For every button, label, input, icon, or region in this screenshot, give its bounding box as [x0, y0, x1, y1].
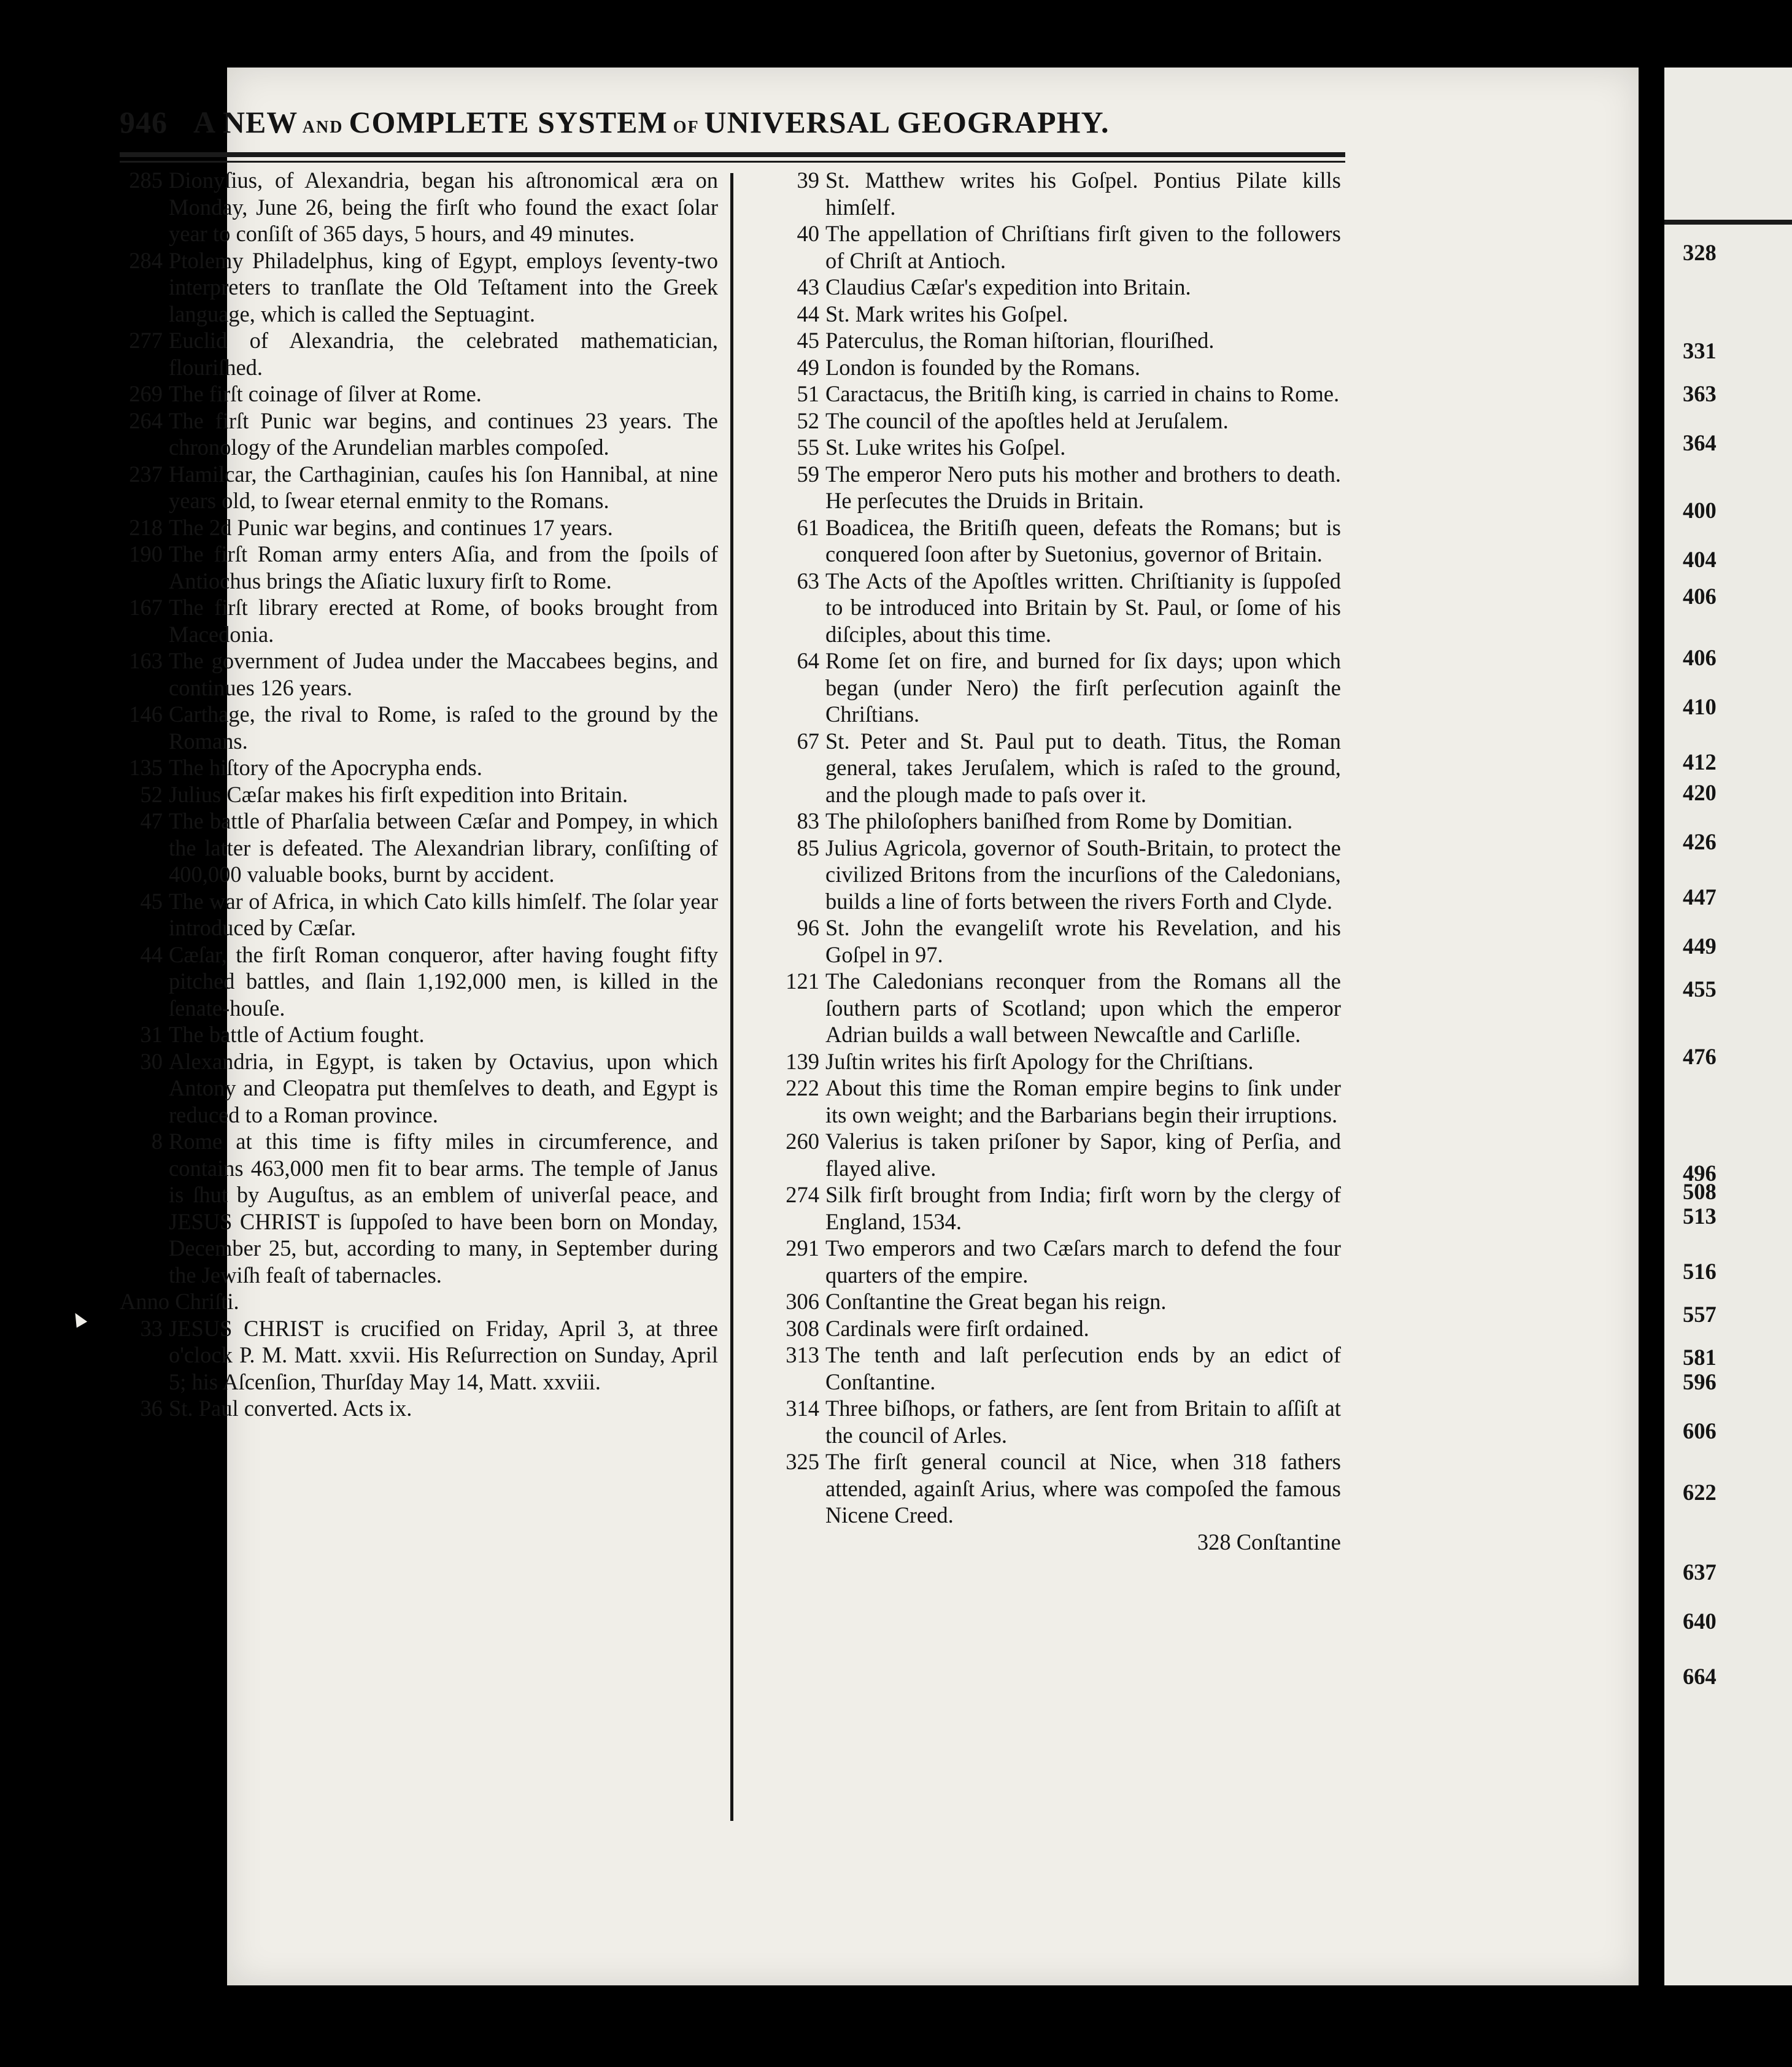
entry-year: 63 — [797, 568, 819, 593]
entry-year: 218 — [129, 514, 163, 540]
entry-year: 222 — [786, 1075, 819, 1100]
entry-year: 67 — [797, 728, 819, 754]
entry-year: 167 — [129, 595, 163, 620]
entry-year: 43 — [797, 274, 819, 299]
anno-christi-label: Anno Chriſti. — [120, 1289, 239, 1314]
entry-text: Ptolemy Philadelphus, king of Egypt, employs ſeventy-two interpreters to tranſlate the Old Teſtament into the Greek language, which is called the Septuagint. — [169, 247, 718, 326]
chronology-entry — [776, 968, 1341, 1048]
entry-text: The Caledonians reconquer from the Romans all the ſouthern parts of Scotland; upon which the emperor Adrian builds a wall between Newcaſtle and Carliſle. — [825, 968, 1341, 1047]
chronology-entry — [776, 1288, 1341, 1315]
chronology-entry — [776, 808, 1341, 835]
entry-text: Three biſhops, or fathers, are ſent from Britain to aſſiſt at the council of Arles. — [825, 1396, 1341, 1448]
adjacent-page-year: 331 — [1683, 338, 1717, 363]
entry-text: St. Luke writes his Goſpel. — [825, 435, 1066, 460]
entry-year: 121 — [786, 968, 819, 994]
adjacent-page-year: 406 — [1683, 645, 1717, 670]
entry-year: 274 — [786, 1182, 819, 1207]
entry-text: Julius Cæſar makes his firſt expedition into Britain. — [169, 781, 628, 807]
chronology-entry — [120, 1128, 718, 1288]
entry-text: St. John the evangeliſt wrote his Revelation, and his Goſpel in 97. — [825, 915, 1341, 967]
entry-year: 51 — [797, 381, 819, 406]
entry-year: 96 — [797, 915, 819, 940]
entry-text: The battle of Actium fought. — [169, 1022, 425, 1047]
page-number: 946 — [120, 105, 168, 139]
entry-year: 45 — [797, 328, 819, 353]
page-mark — [70, 1310, 87, 1327]
entry-text: Paterculus, the Roman hiſtorian, flouriſhed. — [825, 328, 1215, 353]
entry-year: 31 — [140, 1022, 163, 1047]
entry-year: 291 — [786, 1235, 819, 1261]
chronology-entry — [776, 728, 1341, 808]
adjacent-page-year: 363 — [1683, 381, 1717, 406]
entry-year: 30 — [140, 1048, 163, 1074]
entry-year: 306 — [786, 1289, 819, 1314]
adjacent-page-year: 496 — [1683, 1161, 1717, 1186]
entry-text: The firſt general council at Nice, when 318 fathers attended, againſt Arius, where was compoſed the famous Nicene Creed. — [825, 1449, 1341, 1528]
entry-year: 39 — [797, 168, 819, 193]
adjacent-page-year: 596 — [1683, 1369, 1717, 1394]
chronology-entry — [776, 1181, 1341, 1235]
entry-text: Hamilcar, the Carthaginian, cauſes his ſon Hannibal, at nine years old, to ſwear eternal enmity to the Romans. — [169, 461, 718, 513]
entry-year: 325 — [786, 1449, 819, 1474]
adjacent-page-year: 406 — [1683, 584, 1717, 609]
entry-year: 55 — [797, 435, 819, 460]
running-header — [120, 104, 1347, 147]
chronology-entry — [120, 1048, 718, 1129]
entry-text: The firſt Roman army enters Aſia, and from the ſpoils of Antiochus brings the Aſiatic luxury firſt to Rome. — [169, 541, 718, 593]
entry-year: 163 — [129, 648, 163, 673]
adjacent-page-year: 400 — [1683, 498, 1717, 523]
running-title: A NEW AND COMPLETE SYSTEM OF UNIVERSAL GEOGRAPHY. — [193, 105, 1110, 139]
chronology-entry — [120, 941, 718, 1022]
entry-year: 308 — [786, 1315, 819, 1341]
entry-text: Caractacus, the Britiſh king, is carried in chains to Rome. — [825, 381, 1340, 406]
entry-year: 284 — [129, 247, 163, 273]
entry-text: Conſtantine the Great began his reign. — [825, 1289, 1167, 1314]
entry-year: 135 — [129, 755, 163, 780]
entry-text: The appellation of Chriſtians firſt given to the followers of Chriſt at Antioch. — [825, 221, 1341, 273]
chronology-entry — [776, 434, 1341, 461]
adjacent-page-year: 637 — [1683, 1559, 1717, 1585]
chronology-entry — [776, 461, 1341, 514]
chronology-entry — [776, 220, 1341, 274]
entry-text: Carthage, the rival to Rome, is raſed to the ground by the Romans. — [169, 701, 718, 754]
right-column — [776, 167, 1341, 1555]
entry-text: St. Paul converted. Acts ix. — [169, 1396, 412, 1421]
chronology-entry — [776, 1235, 1341, 1288]
entry-text: Valerius is taken priſoner by Sapor, king of Perſia, and flayed alive. — [825, 1129, 1341, 1181]
entry-year: 40 — [797, 221, 819, 246]
entry-text: Silk firſt brought from India; firſt worn by the clergy of England, 1534. — [825, 1182, 1341, 1234]
entry-text: JESUS CHRIST is crucified on Friday, April 3, at three o'clock P. M. Matt. xxvii. His Reſurrection on Sunday, April 5; his Aſcenſion, Thurſday May 14, Matt. xxviii. — [169, 1315, 718, 1394]
entry-year: 33 — [140, 1315, 163, 1341]
entry-text: St. Matthew writes his Goſpel. Pontius Pilate kills himſelf. — [825, 168, 1341, 220]
entry-text: Rome ſet on fire, and burned for ſix days; upon which began (under Nero) the firſt perſecution againſt the Chriſtians. — [825, 648, 1341, 727]
entry-text: St. Peter and St. Paul put to death. Titus, the Roman general, takes Jeruſalem, which is raſed to the ground, and the plough made to paſs over it. — [825, 728, 1341, 807]
entry-year: 45 — [140, 888, 163, 914]
adjacent-page-year: 622 — [1683, 1480, 1717, 1505]
chronology-entry — [776, 1342, 1341, 1395]
adjacent-page-year: 606 — [1683, 1418, 1717, 1443]
entry-year: 277 — [129, 328, 163, 353]
header-rule-thick — [120, 152, 1345, 157]
adjacent-page-year: 449 — [1683, 933, 1717, 959]
chronology-entry — [120, 1315, 718, 1396]
entry-text: The government of Judea under the Maccabees begins, and continues 126 years. — [169, 648, 718, 700]
chronology-entry — [120, 701, 718, 754]
chronology-entry — [120, 327, 718, 381]
entry-year: 52 — [140, 781, 163, 807]
adjacent-page-rule — [1664, 220, 1792, 225]
chronology-entry — [776, 1315, 1341, 1342]
chronology-entry — [776, 914, 1341, 968]
chronology-entry — [776, 1128, 1341, 1181]
adjacent-page-year: 412 — [1683, 749, 1717, 775]
entry-text: Two emperors and two Cæſars march to defend the four quarters of the empire. — [825, 1235, 1341, 1288]
chronology-entry — [120, 461, 718, 514]
chronology-entry — [776, 1448, 1341, 1529]
entry-text: St. Mark writes his Goſpel. — [825, 301, 1068, 326]
entry-text: About this time the Roman empire begins to ſink under its own weight; and the Barbarians begin their irruptions. — [825, 1075, 1341, 1127]
adjacent-page-year: 364 — [1683, 430, 1717, 455]
chronology-entry — [776, 1048, 1341, 1075]
column-divider — [730, 173, 733, 1821]
entry-text: Boadicea, the Britiſh queen, defeats the Romans; but is conquered ſoon after by Suetonius, governor of Britain. — [825, 514, 1341, 566]
entry-year: 285 — [129, 168, 163, 193]
entry-text: The Acts of the Apoſtles written. Chriſtianity is ſuppoſed to be introduced into Britain by St. Paul, or ſome of his diſciples, about this time. — [825, 568, 1341, 647]
chronology-entry — [120, 247, 718, 328]
adjacent-page-year: 476 — [1683, 1044, 1717, 1069]
entry-year: 61 — [797, 514, 819, 540]
entry-text: Cardinals were firſt ordained. — [825, 1315, 1089, 1341]
catchword: 328 Conſtantine — [1197, 1529, 1341, 1555]
entry-year: 237 — [129, 461, 163, 487]
chronology-entry — [776, 835, 1341, 915]
adjacent-page-year: 516 — [1683, 1259, 1717, 1284]
adjacent-page-year: 447 — [1683, 884, 1717, 910]
adjacent-page-year: 664 — [1683, 1664, 1717, 1689]
entry-year: 47 — [140, 808, 163, 833]
adjacent-page-year: 426 — [1683, 829, 1717, 854]
chronology-entry — [120, 1021, 718, 1048]
chronology-entry — [120, 647, 718, 701]
entry-year: 260 — [786, 1129, 819, 1154]
chronology-entry — [120, 781, 718, 808]
entry-year: 44 — [797, 301, 819, 326]
entry-text: The 2d Punic war begins, and continues 17 years. — [169, 514, 613, 540]
adjacent-page-year: 410 — [1683, 694, 1717, 719]
header-rule-thin — [120, 161, 1345, 163]
entry-text: The philoſophers baniſhed from Rome by Domitian. — [825, 808, 1293, 833]
chronology-entry — [776, 514, 1341, 568]
chronology-entry — [120, 888, 718, 941]
adjacent-page-year: 455 — [1683, 976, 1717, 1002]
entry-text: The hiſtory of the Apocrypha ends. — [169, 755, 482, 780]
chronology-entry — [776, 408, 1341, 435]
entry-year: 59 — [797, 461, 819, 487]
adjacent-page-year: 404 — [1683, 547, 1717, 572]
chronology-entry — [120, 381, 718, 408]
chronology-entry — [120, 754, 718, 781]
adjacent-page — [1664, 68, 1792, 1985]
chronology-entry — [776, 274, 1341, 301]
entry-text: Dionyſius, of Alexandria, began his aſtronomical æra on Monday, June 26, being the firſt who found the exact ſolar year to conſiſt of 365 days, 5 hours, and 49 minutes. — [169, 168, 718, 246]
entry-text: London is founded by the Romans. — [825, 354, 1140, 380]
entry-text: The firſt library erected at Rome, of books brought from Macedonia. — [169, 595, 718, 647]
entry-year: 264 — [129, 408, 163, 433]
chronology-entry — [776, 1075, 1341, 1128]
chronology-entry — [776, 327, 1341, 354]
entry-text: Alexandria, in Egypt, is taken by Octavius, upon which Antony and Cleopatra put themſelves to death, and Egypt is reduced to a Roman province. — [169, 1048, 718, 1127]
chronology-entry — [776, 647, 1341, 728]
entry-year: 85 — [797, 835, 819, 860]
entry-year: 146 — [129, 701, 163, 727]
chronology-entry — [120, 408, 718, 461]
entry-text: The firſt coinage of ſilver at Rome. — [169, 381, 482, 406]
adjacent-page-year: 420 — [1683, 780, 1717, 805]
entry-text: Rome at this time is fifty miles in circumference, and contains 463,000 men fit to bear arms. The temple of Janus is ſhut by Auguſtus, as an emblem of univerſal peace, and JESUS CHRIST is ſuppoſed to have been born on Monday, December 25, but, according to many, in September during the Jewiſh feaſt of tabernacles. — [169, 1129, 718, 1288]
adjacent-page-year: 640 — [1683, 1609, 1717, 1634]
adjacent-page-year: 581 — [1683, 1345, 1717, 1370]
entry-year: 269 — [129, 381, 163, 406]
entry-year: 36 — [140, 1396, 163, 1421]
chronology-entry — [776, 167, 1341, 220]
chronology-entry — [120, 808, 718, 888]
entry-text: Juſtin writes his firſt Apology for the Chriſtians. — [825, 1048, 1254, 1074]
entry-year: 52 — [797, 408, 819, 433]
entry-text: Julius Agricola, governor of South-Britain, to protect the civilized Britons from the incurſions of the Caledonians, builds a line of forts between the rivers Forth and Clyde. — [825, 835, 1341, 914]
adjacent-page-year: 557 — [1683, 1302, 1717, 1327]
entry-text: Claudius Cæſar's expedition into Britain. — [825, 274, 1191, 299]
entry-text: The council of the apoſtles held at Jeruſalem. — [825, 408, 1229, 433]
adjacent-page-year: 513 — [1683, 1203, 1717, 1229]
entry-text: The battle of Pharſalia between Cæſar and Pompey, in which the latter is defeated. The Alexandrian library, conſiſting of 400,000 valuable books, burnt by accident. — [169, 808, 718, 887]
left-column — [120, 167, 718, 1422]
chronology-entry — [120, 1395, 718, 1422]
chronology-entry — [776, 301, 1341, 328]
entry-text: The tenth and laſt perſecution ends by an edict of Conſtantine. — [825, 1342, 1341, 1394]
entry-text: The war of Africa, in which Cato kills himſelf. The ſolar year introduced by Cæſar. — [169, 888, 718, 940]
chronology-entry — [776, 354, 1341, 381]
entry-text: Euclid of Alexandria, the celebrated mathematician, flouriſhed. — [169, 328, 718, 380]
entry-text: Cæſar, the firſt Roman conqueror, after having fought fifty pitched battles, and ſlain 1,192,000 men, is killed in the ſenate-houſe. — [169, 941, 718, 1021]
entry-year: 49 — [797, 354, 819, 380]
chronology-entry — [776, 381, 1341, 408]
chronology-entry — [120, 594, 718, 647]
chronology-entry — [120, 167, 718, 247]
adjacent-page-year: 508 — [1683, 1179, 1717, 1204]
chronology-entry — [120, 541, 718, 594]
entry-year: 139 — [786, 1048, 819, 1074]
entry-year: 83 — [797, 808, 819, 833]
chronology-entry — [776, 1395, 1341, 1448]
chronology-entry — [776, 568, 1341, 648]
entry-year: 314 — [786, 1396, 819, 1421]
entry-year: 190 — [129, 541, 163, 566]
adjacent-page-year: 328 — [1683, 240, 1717, 265]
chronology-entry — [120, 514, 718, 541]
entry-text: The firſt Punic war begins, and continues 23 years. The chronology of the Arundelian marbles compoſed. — [169, 408, 718, 460]
entry-year: 44 — [140, 941, 163, 967]
entry-year: 8 — [151, 1129, 163, 1154]
entry-year: 313 — [786, 1342, 819, 1367]
entry-year: 64 — [797, 648, 819, 673]
entry-text: The emperor Nero puts his mother and brothers to death. He perſecutes the Druids in Britain. — [825, 461, 1341, 513]
